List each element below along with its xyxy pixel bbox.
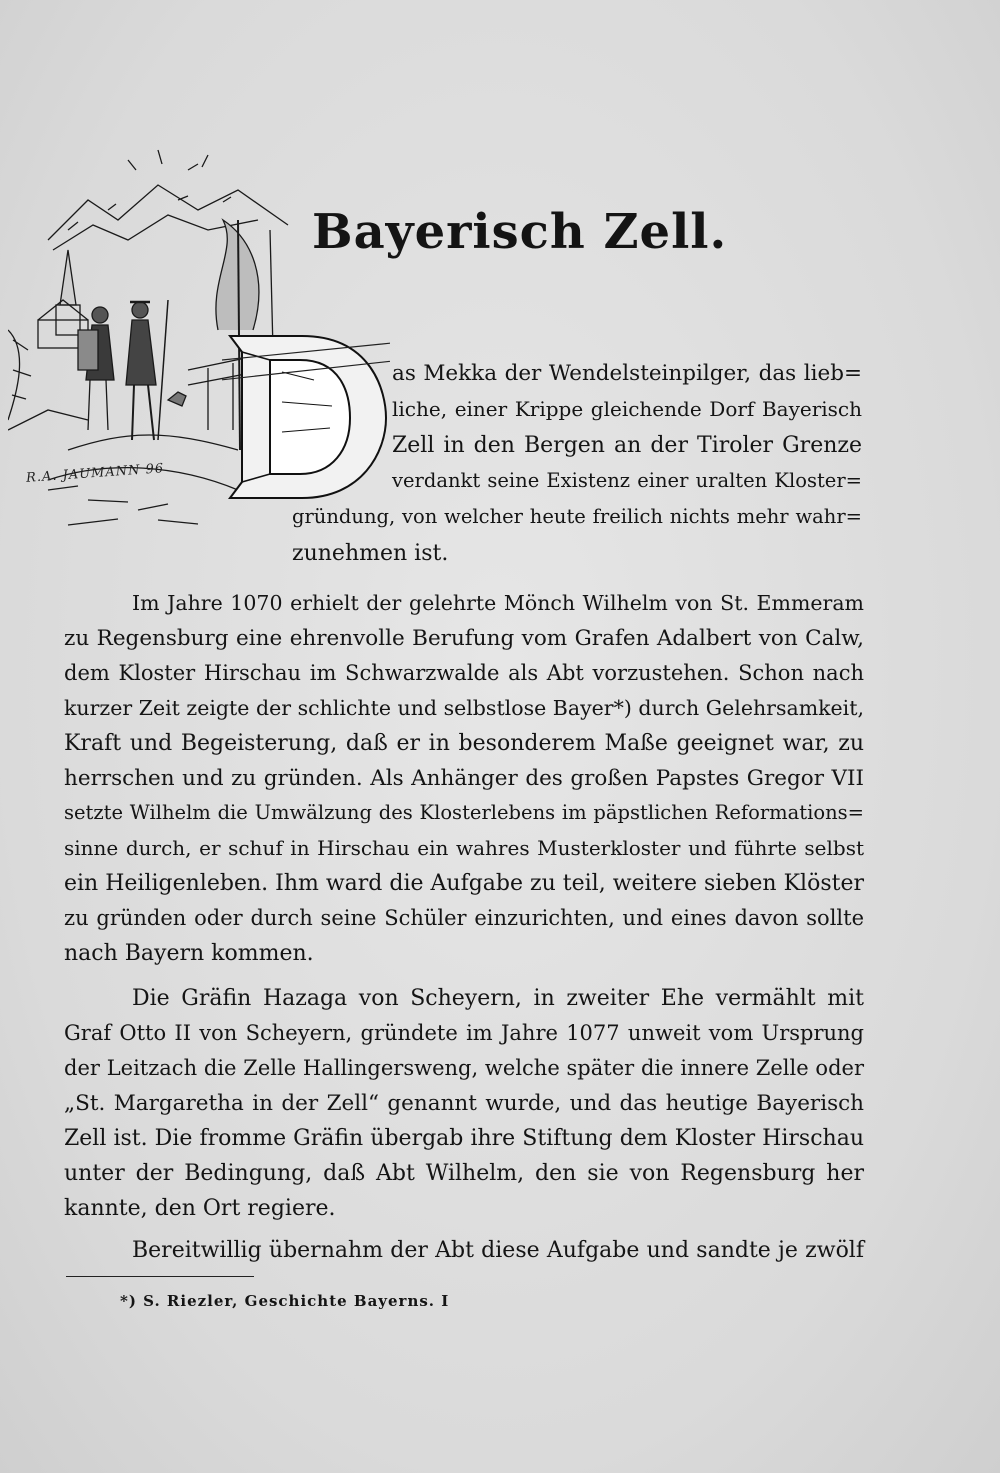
text-line: gründung, von welcher heute freilich nichts mehr wahr=	[292, 505, 862, 528]
text-line: nach Bayern kommen.	[64, 941, 314, 966]
artist-signature: R.A. JAUMANN 96	[25, 461, 165, 486]
text-line: zunehmen ist.	[292, 541, 449, 566]
text-line: Die Gräfin Hazaga von Scheyern, in zweiter Ehe vermählt mit	[132, 986, 864, 1011]
text-line: zu Regensburg eine ehrenvolle Berufung vom Grafen Adalbert von Calw,	[64, 626, 864, 651]
text-line: kannte, den Ort regiere.	[64, 1196, 336, 1221]
text-line: „St. Margaretha in der Zell“ genannt wurde, und das heutige Bayerisch	[64, 1091, 864, 1116]
text-line: verdankt seine Existenz einer uralten Kloster=	[392, 469, 862, 492]
text-line: Graf Otto II von Scheyern, gründete im Jahre 1077 unweit vom Ursprung	[64, 1021, 864, 1045]
chapter-title: Bayerisch Zell.	[312, 204, 728, 260]
text-line: Kraft und Begeisterung, daß er in besonderem Maße geeignet war, zu	[64, 731, 864, 756]
footnote-rule	[66, 1276, 254, 1277]
text-line: der Leitzach die Zelle Hallingersweng, welche später die innere Zelle oder	[64, 1056, 864, 1080]
text-line: kurzer Zeit zeigte der schlichte und selbstlose Bayer*) durch Gelehrsamkeit,	[64, 696, 864, 720]
text-line: setzte Wilhelm die Umwälzung des Klosterlebens im päpstlichen Reformations=	[64, 801, 864, 824]
drop-cap-initial	[222, 332, 390, 502]
text-line: Bereitwillig übernahm der Abt diese Aufgabe und sandte je zwölf	[132, 1238, 864, 1263]
text-line: Im Jahre 1070 erhielt der gelehrte Mönch Wilhelm von St. Emmeram	[132, 591, 864, 615]
text-line: zu gründen oder durch seine Schüler einzurichten, und eines davon sollte	[64, 906, 864, 930]
text-line: dem Kloster Hirschau im Schwarzwalde als Abt vorzustehen. Schon nach	[64, 661, 864, 685]
text-line: sinne durch, er schuf in Hirschau ein wahres Musterkloster und führte selbst	[64, 836, 864, 860]
text-line: Zell ist. Die fromme Gräfin übergab ihre Stiftung dem Kloster Hirschau	[64, 1126, 864, 1151]
text-line: Zell in den Bergen an der Tiroler Grenze	[392, 433, 862, 458]
text-line: ein Heiligenleben. Ihm ward die Aufgabe zu teil, weitere sieben Klöster	[64, 871, 864, 896]
text-line: unter der Bedingung, daß Abt Wilhelm, den sie von Regensburg her	[64, 1161, 864, 1186]
text-line: as Mekka der Wendelsteinpilger, das lieb=	[392, 361, 862, 386]
footnote: *) S. Riezler, Geschichte Bayerns. I	[120, 1292, 450, 1310]
text-line: liche, einer Krippe gleichende Dorf Bayerisch	[392, 397, 862, 421]
text-line: herrschen und zu gründen. Als Anhänger des großen Papstes Gregor VII	[64, 766, 864, 791]
